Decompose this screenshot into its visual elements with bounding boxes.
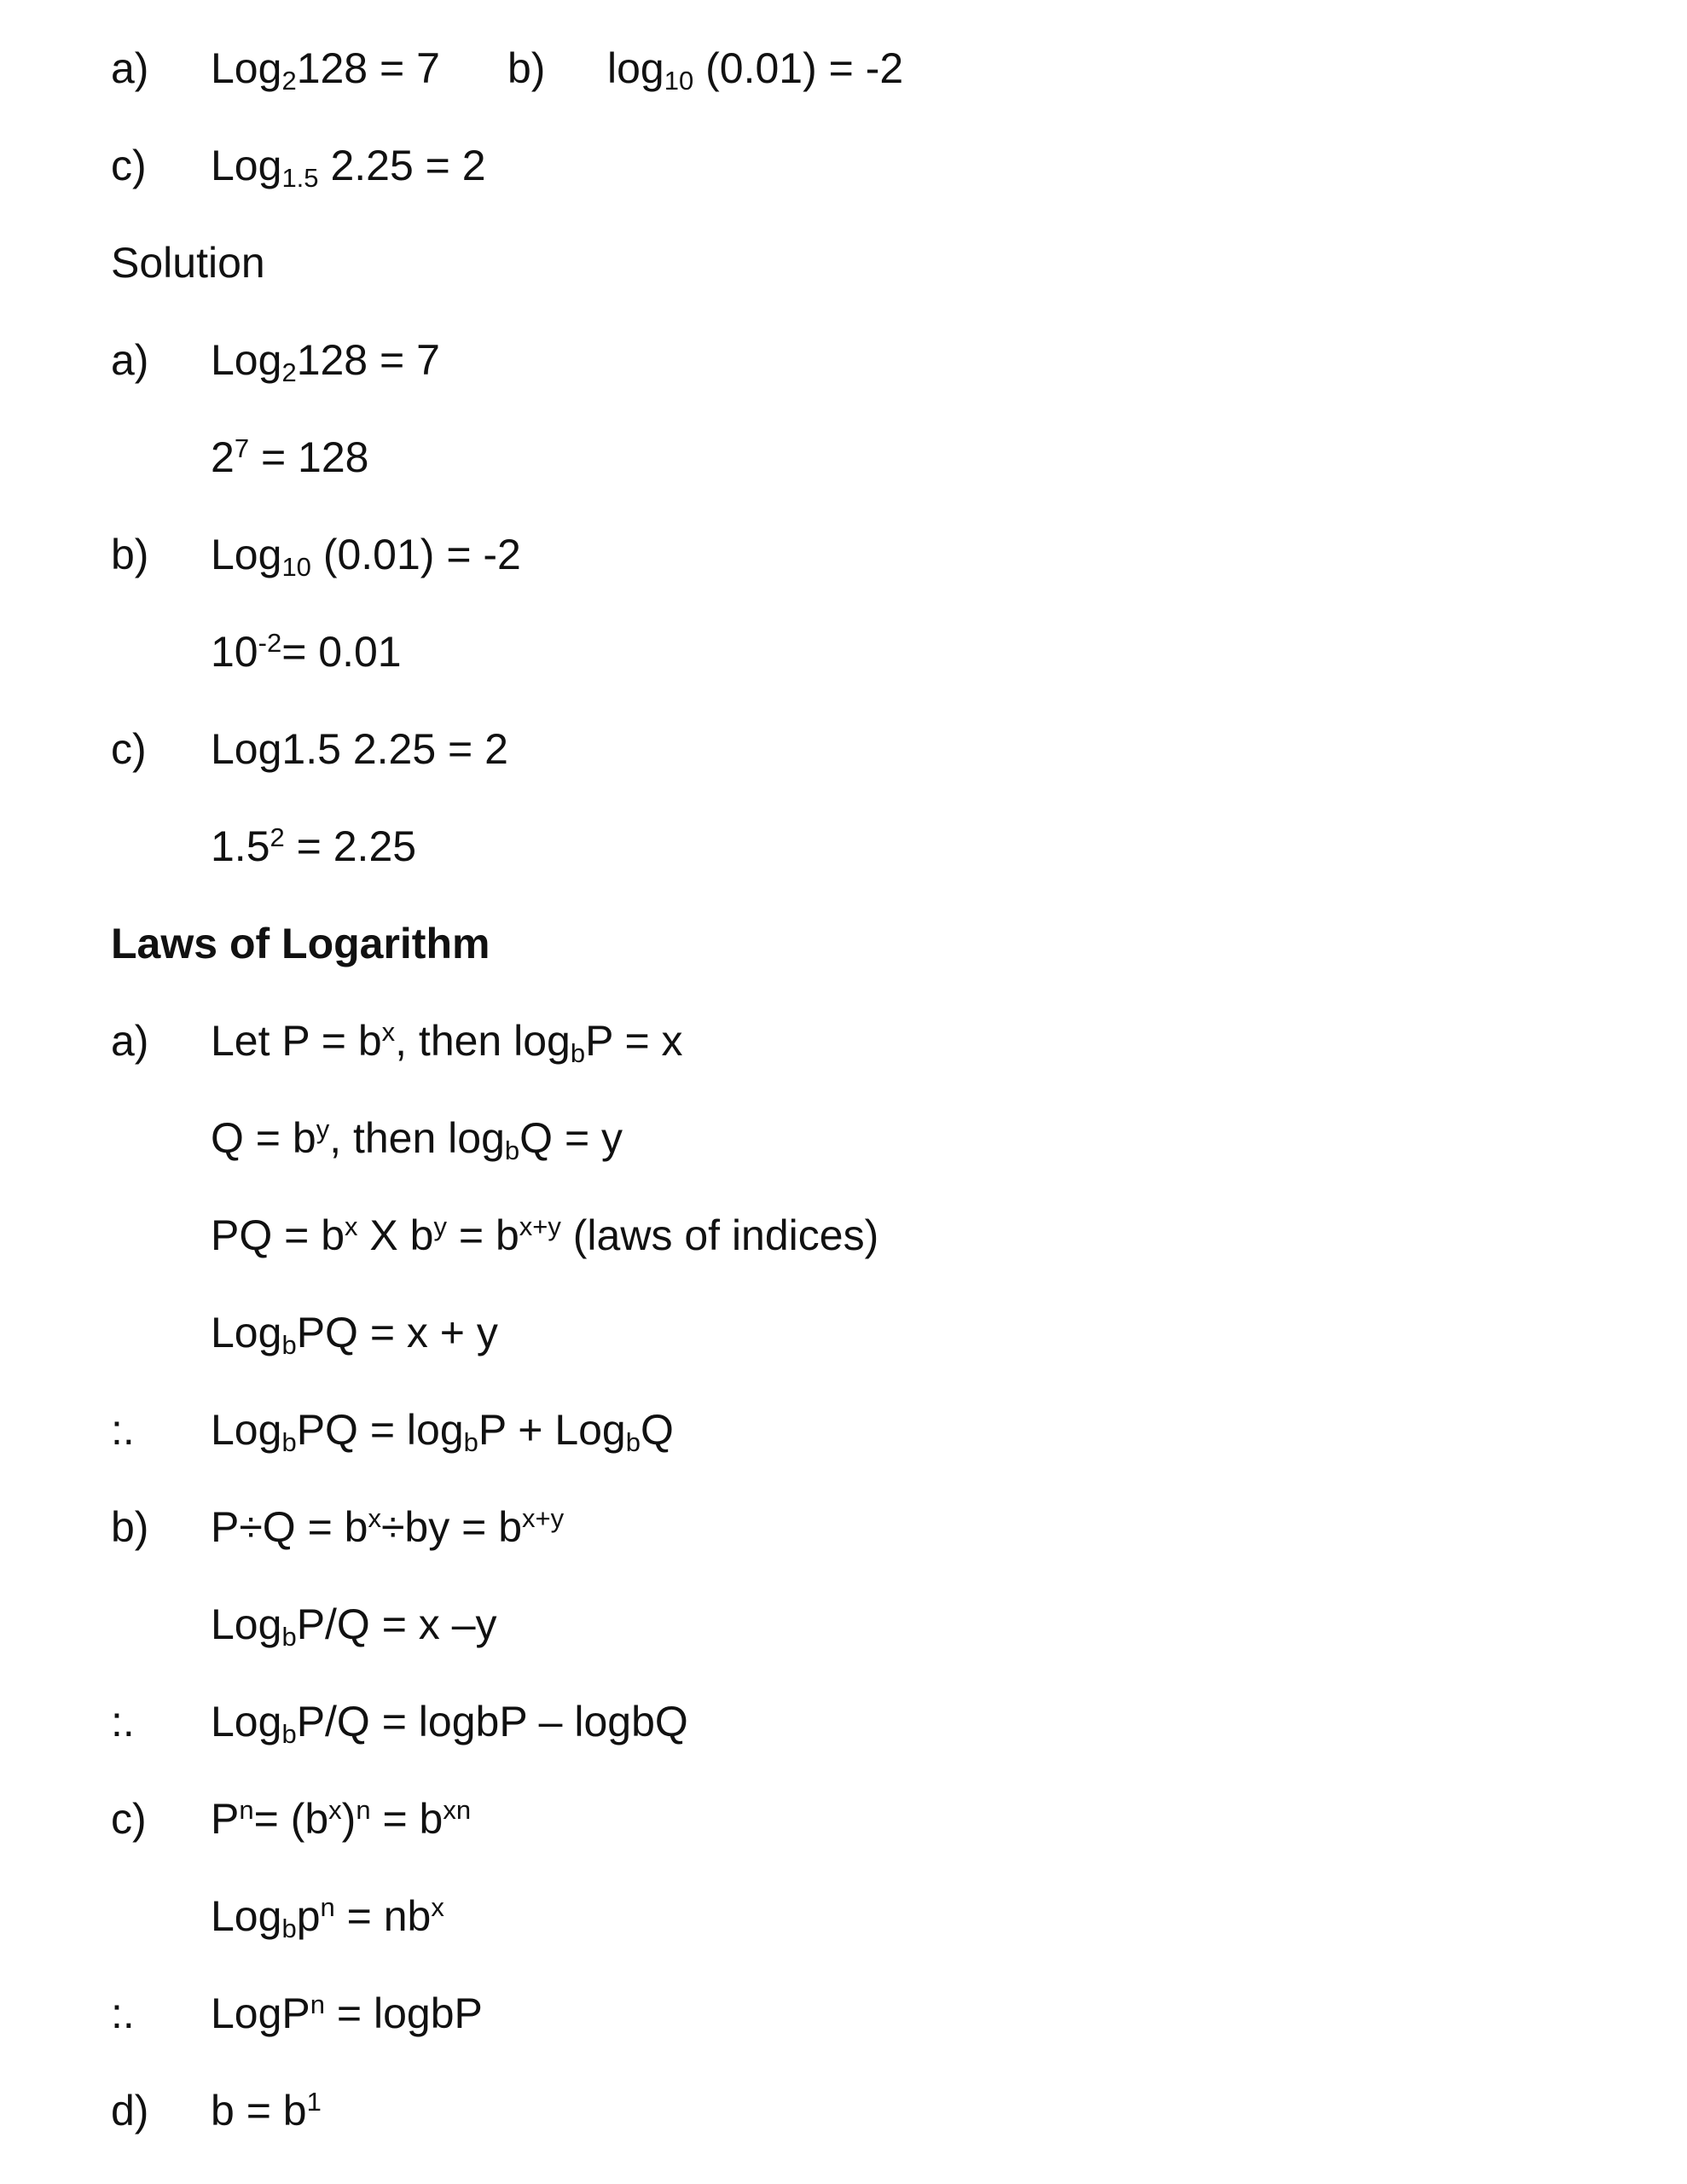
solution-heading: Solution	[111, 239, 265, 287]
solution-b-equation: Log$_{10}$ (0.01) = -2	[211, 531, 521, 582]
law-a-label: a)	[111, 1017, 149, 1065]
law-c-line3	[0, 1979, 1687, 2048]
law-b-line2	[0, 1590, 1687, 1658]
solution-b-line1	[0, 520, 1687, 589]
exercise-a-label: a)	[111, 44, 149, 92]
law-a-conclusion: $Log_bPQ = \log_bP + Log_bQ$	[211, 1406, 674, 1457]
law-b-label: b)	[111, 1503, 149, 1551]
law-b-quotient: $P\div Q = b^x\div by = b^{x+y}$	[211, 1502, 565, 1551]
exercise-b-equation: $\log_{10} (0.01) = -2$	[607, 44, 904, 96]
solution-a-label: a)	[111, 336, 149, 384]
law-c-line2	[0, 1882, 1687, 1950]
law-b-conclusion: Log$_b$P/Q = logbP – logbQ	[211, 1698, 688, 1749]
solution-heading-line	[0, 229, 1687, 297]
law-c-power: $P^n= (b^x)^n = b^{xn}$	[211, 1794, 472, 1843]
exercise-b-label: b)	[507, 44, 546, 92]
law-c-conclusion: LogP$^n$ = logbP	[211, 1989, 483, 2037]
law-b-line1	[0, 1493, 1687, 1561]
solution-b-label: b)	[111, 531, 149, 578]
law-a-line4	[0, 1298, 1687, 1367]
law-a-line3	[0, 1201, 1687, 1269]
exercise-c-label: c)	[111, 142, 147, 189]
exercise-line-ab	[0, 34, 1687, 102]
laws-heading-line	[0, 909, 1687, 978]
law-a-statement-q: $Q = b^y$, then $\log_bQ = y$	[211, 1113, 623, 1165]
exercise-a-equation: Log$_2$128 = 7	[211, 44, 440, 96]
solution-b-line2	[0, 618, 1687, 686]
law-d-line1	[0, 2077, 1687, 2145]
law-a-line1	[0, 1007, 1687, 1075]
solution-c-label: c)	[111, 725, 147, 773]
solution-a-line2	[0, 423, 1687, 491]
solution-a-line1	[0, 326, 1687, 394]
solution-c-equation: Log1.5 2.25 = 2	[211, 725, 508, 773]
law-b-line3	[0, 1687, 1687, 1756]
exercise-c-equation: Log$_{1.5}$ 2.25 = 2	[211, 142, 486, 193]
law-d-label: d)	[111, 2087, 149, 2135]
law-a-log-sum: Log$_b$PQ = x + y	[211, 1309, 498, 1360]
law-c-therefore: :.	[111, 1989, 135, 2037]
solution-c-line2	[0, 812, 1687, 880]
solution-a-exponential: $2^7 = 128$	[211, 433, 369, 481]
solution-b-exponential: $10^{-2}= 0.01$	[211, 627, 402, 676]
solution-c-line1	[0, 715, 1687, 783]
law-a-line5	[0, 1396, 1687, 1464]
law-c-log-power: $Log_bp^n = nb^x$	[211, 1891, 444, 1943]
law-d-identity: $b = b^1$	[211, 2086, 322, 2135]
law-a-line2	[0, 1104, 1687, 1172]
law-a-therefore: :.	[111, 1406, 135, 1454]
law-b-therefore: :.	[111, 1698, 135, 1745]
law-c-line1	[0, 1785, 1687, 1853]
solution-a-equation: Log$_2$128 = 7	[211, 336, 440, 387]
law-b-log-difference: Log$_b$P/Q = x –y	[211, 1600, 497, 1652]
solution-c-exponential: $1.5^2 = 2.25$	[211, 822, 417, 870]
exercise-line-c	[0, 131, 1687, 200]
law-c-label: c)	[111, 1795, 147, 1843]
law-a-product: PQ = $b^x$ X $b^y = b^{x+y}$ (laws of indices)	[211, 1211, 879, 1259]
laws-heading: Laws of Logarithm	[111, 920, 490, 967]
law-a-statement-p: Let $P = b^x$, then $\log_bP = x$	[211, 1016, 683, 1068]
